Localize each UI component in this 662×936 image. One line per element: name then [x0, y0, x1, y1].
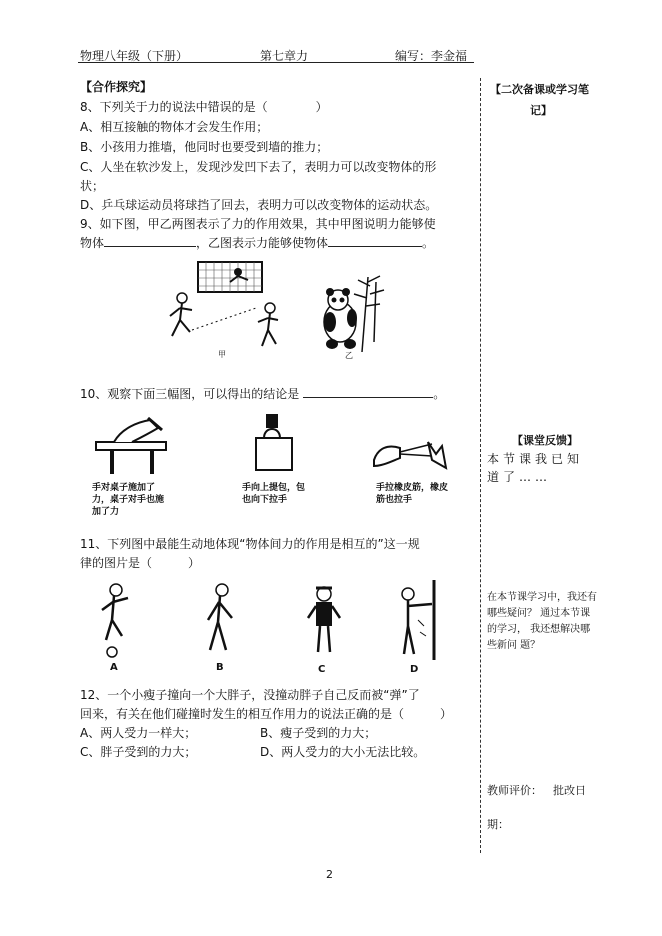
- q9-blank-2[interactable]: [328, 234, 422, 247]
- q9-line2c: 。: [422, 236, 435, 250]
- q10-stem: [80, 385, 445, 404]
- q11-figure-d: [394, 580, 444, 662]
- q11-label-c: C: [318, 664, 326, 675]
- q8-option-b: B、小孩用力推墙，他同时也要受到墙的推力；: [80, 140, 329, 154]
- q11-figure-b: [200, 580, 240, 660]
- q10-figure-hand-table: [92, 418, 172, 476]
- q11-figure-c: [304, 582, 344, 658]
- q10-stem-end: 。: [433, 387, 446, 401]
- q9-label-jia: 甲: [218, 350, 226, 359]
- q9-figure-jia: [160, 258, 290, 358]
- q10-caption-1: 手对桌子施加了力，桌子对手也施加了力: [92, 483, 165, 517]
- q11-line2: 律的图片是（ ）: [80, 556, 201, 570]
- sidebar-feedback-text: 本节课我已知道了……: [487, 452, 584, 484]
- sidebar-teacher-eval: 教师评价：: [487, 784, 542, 797]
- q9-label-yi: 乙: [345, 351, 353, 360]
- column-divider: [480, 78, 481, 853]
- q8-option-a: A、相互接触的物体才会发生作用；: [80, 120, 269, 134]
- q11-label-d: D: [410, 664, 419, 675]
- q11-label-a: A: [110, 662, 118, 673]
- sidebar-grade-date: 批改日: [553, 784, 586, 797]
- q11-figure-a: [98, 580, 138, 660]
- q8-option-d: D、乒乓球运动员将球挡了回去，表明力可以改变物体的运动状态。: [80, 198, 438, 212]
- sidebar-notes-title-1: 【二次备课或学习笔: [490, 83, 589, 96]
- q8-option-c: C、人坐在软沙发上，发现沙发凹下去了，表明力可以改变物体的形: [80, 160, 437, 174]
- q12-option-c: C、胖子受到的力大；: [80, 745, 197, 759]
- q12-option-b: B、瘦子受到的力大；: [260, 726, 377, 740]
- page-number: 2: [326, 868, 333, 881]
- q10-caption-2: 手向上提包，包也向下拉手: [242, 483, 306, 505]
- q10-figure-rubber-band: [370, 436, 450, 476]
- q12-option-d: D、两人受力的大小无法比较。: [260, 745, 426, 759]
- header-rule: [78, 62, 474, 63]
- q9-line2b: ，乙图表示力能够使物体: [196, 236, 329, 250]
- q9-line1: 9、如下图，甲乙两图表示了力的作用效果，其中甲图说明力能够使: [80, 217, 436, 231]
- q9-line2: [80, 234, 434, 253]
- sidebar-feedback-title: 【课堂反馈】: [512, 434, 578, 447]
- header-author: 编写：李金福: [395, 49, 468, 63]
- q11-label-b: B: [216, 662, 224, 673]
- q12-line2: 回来，有关在他们碰撞时发生的相互作用力的说法正确的是（ ）: [80, 707, 453, 721]
- q9-line2a: 物体: [80, 236, 105, 250]
- q10-blank[interactable]: [303, 385, 433, 398]
- q12-option-a: A、两人受力一样大；: [80, 726, 197, 740]
- q8-option-c-cont: 状；: [80, 179, 105, 193]
- q8-stem: 8、下列关于力的说法中错误的是（ ）: [80, 100, 328, 114]
- q9-blank-1[interactable]: [104, 234, 196, 247]
- section-title: 【合作探究】: [80, 80, 153, 94]
- q10-stem-text: 10、观察下面三幅图，可以得出的结论是: [80, 387, 300, 401]
- q10-caption-3: 手拉橡皮筋，橡皮筋也拉手: [376, 483, 449, 505]
- q11-line1: 11、下列图中最能生动地体现“物体间力的作用是相互的”这一规: [80, 537, 420, 551]
- sidebar-questions-text: 在本节课学习中，我还有哪些疑问？ 通过本节课的学习， 我还想解决哪些新问 题？: [487, 592, 597, 651]
- q10-figure-hand-bag: [250, 412, 300, 474]
- sidebar-period: 期：: [487, 818, 509, 831]
- header-chapter: 第七章力: [260, 49, 309, 63]
- q9-figure-yi: [310, 272, 390, 357]
- header-subject: 物理八年级（下册）: [80, 49, 189, 63]
- sidebar-notes-title-2: 记】: [530, 104, 552, 117]
- q12-line1: 12、一个小瘦子撞向一个大胖子，没撞动胖子自己反而被“弹”了: [80, 688, 420, 702]
